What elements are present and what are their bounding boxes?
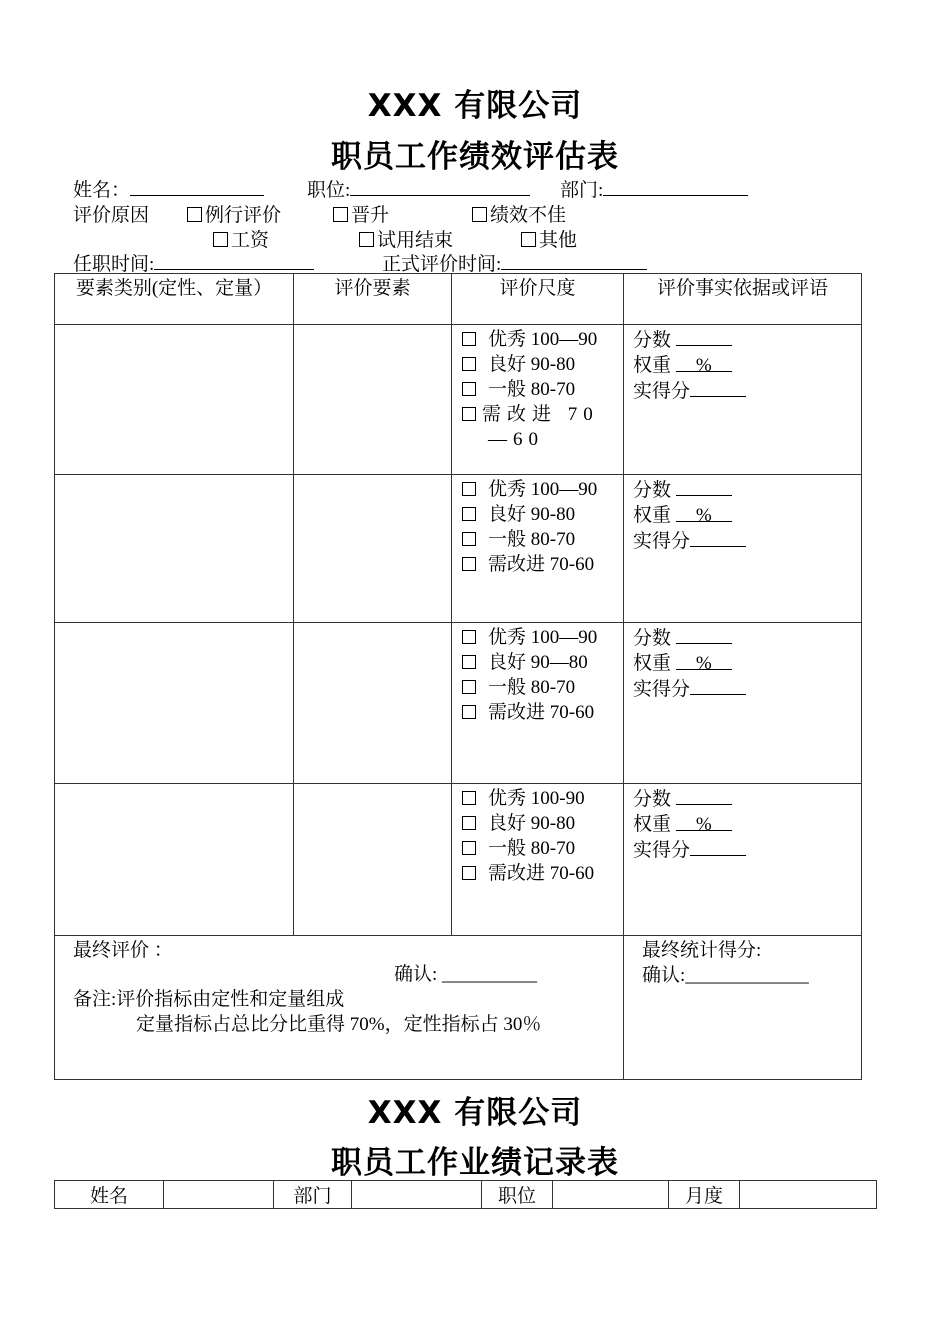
form-title-2: 职员工作业绩记录表 (331, 1145, 619, 1181)
scale-option[interactable]: 需改进 70—60 (462, 402, 617, 452)
header-scale: 评价尺度 (452, 274, 624, 325)
final-row (55, 936, 862, 1080)
checkbox-icon[interactable] (333, 207, 348, 222)
actual-score-field[interactable] (690, 378, 746, 397)
checkbox-icon[interactable] (462, 680, 476, 694)
header-category: 要素类别(定性、定量） (55, 274, 294, 325)
scale-option[interactable]: 一般 80-70 (462, 527, 617, 552)
checkbox-icon[interactable] (521, 232, 536, 247)
checkbox-icon[interactable] (462, 507, 476, 521)
scale-option[interactable]: 一般 80-70 (462, 675, 617, 700)
evaluation-table (54, 273, 862, 1080)
checkbox-icon[interactable] (462, 630, 476, 644)
position-label-cell: 职位 (482, 1181, 553, 1209)
reason-poor-performance[interactable]: 绩效不佳 (472, 200, 566, 227)
final-eval-cell[interactable] (55, 936, 624, 1080)
scale-cell (452, 475, 624, 623)
tenure-label: 任职时间: (73, 254, 155, 275)
tenure-line (73, 249, 314, 276)
scale-option[interactable]: 良好 90-80 (462, 811, 617, 836)
checkbox-icon[interactable] (472, 207, 487, 222)
table-header-row (55, 274, 862, 325)
final-eval-label: 最终评价 ： (73, 940, 173, 961)
reason-routine[interactable]: 例行评价 (187, 200, 281, 227)
formal-eval-line (382, 249, 647, 276)
actual-score-label: 实得分 (633, 381, 691, 402)
reason-salary[interactable]: 工资 (213, 225, 269, 252)
checkbox-icon[interactable] (462, 407, 476, 421)
record-table (54, 1180, 877, 1209)
dept-label-cell: 部门 (274, 1181, 352, 1209)
score-field[interactable] (676, 625, 732, 644)
score-field[interactable] (676, 327, 732, 346)
name-label-cell: 姓名 (55, 1181, 164, 1209)
scale-option[interactable]: 良好 90—80 (462, 650, 617, 675)
basis-cell (624, 475, 862, 623)
actual-score-field[interactable] (690, 528, 746, 547)
actual-score-label: 实得分 (633, 531, 691, 552)
score-field[interactable] (676, 786, 732, 805)
scale-option[interactable]: 优秀 100—90 (462, 625, 617, 650)
table-row (55, 325, 862, 475)
element-cell[interactable] (294, 784, 452, 936)
formal-eval-label: 正式评价时间: (382, 254, 502, 275)
checkbox-icon[interactable] (462, 532, 476, 546)
weight-label: 权重 (633, 814, 672, 835)
record-header-row (55, 1181, 877, 1209)
checkbox-icon[interactable] (359, 232, 374, 247)
checkbox-icon[interactable] (213, 232, 228, 247)
checkbox-icon[interactable] (462, 866, 476, 880)
checkbox-icon[interactable] (462, 791, 476, 805)
form-title: 职员工作绩效评估表 (331, 139, 619, 175)
category-cell[interactable] (55, 623, 294, 784)
checkbox-icon[interactable] (187, 207, 202, 222)
weight-field[interactable]: % (676, 353, 732, 372)
scale-option[interactable]: 优秀 100—90 (462, 327, 617, 352)
scale-cell (452, 325, 624, 475)
header-element: 评价要素 (294, 274, 452, 325)
table-row (55, 623, 862, 784)
note-detail: 定量指标占总比分比重得 70%，定性指标占 30％ (136, 1014, 542, 1035)
reason-label: 评价原因 (73, 205, 150, 226)
table-row (55, 475, 862, 623)
checkbox-icon[interactable] (462, 557, 476, 571)
checkbox-icon[interactable] (462, 816, 476, 830)
score-field[interactable] (676, 477, 732, 496)
name-label: 姓名： (73, 180, 131, 201)
checkbox-icon[interactable] (462, 332, 476, 346)
position-label: 职位: (307, 180, 351, 201)
score-label: 分数 (633, 628, 672, 649)
scale-option[interactable]: 一般 80-70 (462, 377, 617, 402)
weight-label: 权重 (633, 505, 672, 526)
dept-field[interactable] (603, 177, 748, 196)
score-label: 分数 (633, 330, 672, 351)
formal-eval-field[interactable] (501, 251, 647, 270)
final-score-cell[interactable] (624, 936, 862, 1080)
scale-option[interactable]: 需改进 70-60 (462, 700, 617, 725)
score-label: 分数 (633, 789, 672, 810)
weight-label: 权重 (633, 653, 672, 674)
category-cell[interactable] (55, 784, 294, 936)
checkbox-icon[interactable] (462, 705, 476, 719)
weight-field[interactable]: % (676, 651, 732, 670)
actual-score-field[interactable] (690, 837, 746, 856)
category-cell[interactable] (55, 475, 294, 623)
checkbox-icon[interactable] (462, 357, 476, 371)
basis-cell (624, 784, 862, 936)
name-line (73, 175, 264, 202)
reason-probation-end[interactable]: 试用结束 (359, 225, 453, 252)
scale-option[interactable]: 需改进 70-60 (462, 552, 617, 577)
scale-option[interactable]: 良好 90-80 (462, 502, 617, 527)
actual-score-label: 实得分 (633, 840, 691, 861)
scale-option[interactable]: 优秀 100—90 (462, 477, 617, 502)
final-score-confirm: 确认:_____________ (642, 965, 809, 986)
element-cell[interactable] (294, 325, 452, 475)
header-basis: 评价事实依据或评语 (624, 274, 862, 325)
score-label: 分数 (633, 480, 672, 501)
note-label: 备注:评价指标由定性和定量组成 (73, 989, 345, 1010)
basis-cell (624, 325, 862, 475)
final-score-label: 最终统计得分: (642, 940, 762, 961)
weight-label: 权重 (633, 355, 672, 376)
tenure-field[interactable] (154, 251, 314, 270)
company-title: XXX 有限公司 (367, 88, 583, 124)
name-value-cell[interactable] (164, 1181, 274, 1209)
table-row (55, 784, 862, 936)
actual-score-label: 实得分 (633, 679, 691, 700)
checkbox-icon[interactable] (462, 382, 476, 396)
scale-cell (452, 784, 624, 936)
reason-promotion[interactable]: 晋升 (333, 200, 389, 227)
element-cell[interactable] (294, 623, 452, 784)
dept-line (560, 175, 748, 202)
scale-option[interactable]: 优秀 100-90 (462, 786, 617, 811)
position-line (307, 175, 530, 202)
dept-value-cell[interactable] (352, 1181, 482, 1209)
checkbox-icon[interactable] (462, 841, 476, 855)
checkbox-icon[interactable] (462, 482, 476, 496)
reason-other[interactable]: 其他 (521, 225, 577, 252)
name-field[interactable] (130, 177, 264, 196)
weight-field[interactable]: % (676, 503, 732, 522)
scale-cell (452, 623, 624, 784)
final-confirm-label: 确认: __________ (394, 964, 538, 985)
dept-label: 部门: (560, 180, 604, 201)
basis-cell (624, 623, 862, 784)
scale-option[interactable]: 一般 80-70 (462, 836, 617, 861)
actual-score-field[interactable] (690, 676, 746, 695)
company-title-2: XXX 有限公司 (367, 1095, 583, 1131)
position-field[interactable] (350, 177, 530, 196)
checkbox-icon[interactable] (462, 655, 476, 669)
month-label-cell: 月度 (669, 1181, 740, 1209)
category-cell[interactable] (55, 325, 294, 475)
month-value-cell[interactable] (740, 1181, 877, 1209)
weight-field[interactable]: % (676, 812, 732, 831)
position-value-cell[interactable] (553, 1181, 669, 1209)
scale-option[interactable]: 需改进 70-60 (462, 861, 617, 886)
element-cell[interactable] (294, 475, 452, 623)
scale-option[interactable]: 良好 90-80 (462, 352, 617, 377)
